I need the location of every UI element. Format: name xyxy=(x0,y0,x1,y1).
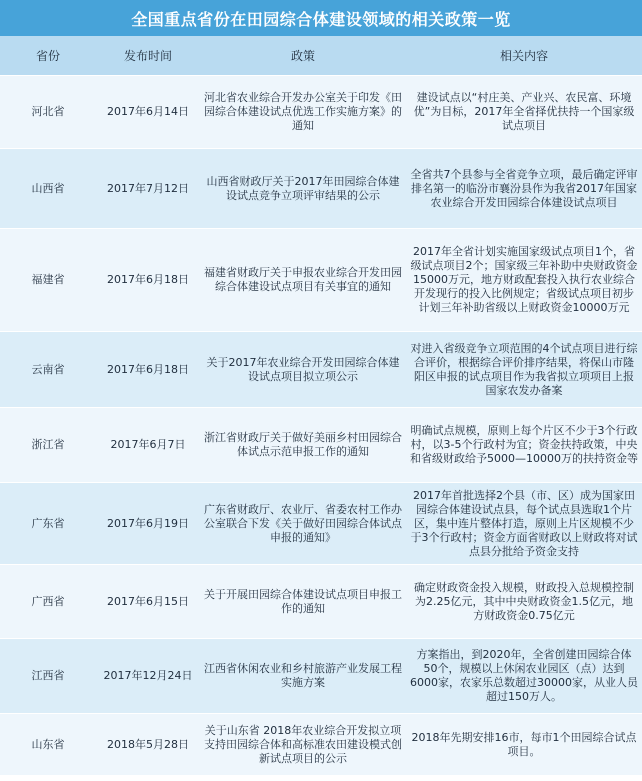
province-cell: 云南省 xyxy=(0,332,96,408)
policy-cell: 福建省财政厅关于申报农业综合开发田园综合体建设试点项目有关事宜的通知 xyxy=(200,229,406,332)
table-row xyxy=(0,149,642,229)
policy-cell: 河北省农业综合开发办公室关于印发《田园综合体建设试点优选工作实施方案》的通知 xyxy=(200,76,406,149)
province-cell: 福建省 xyxy=(0,229,96,332)
table-row xyxy=(0,229,642,332)
content-cell: 方案指出，到2020年，全省创建田园综合体50个，规模以上休闲农业园区（点）达到6000家，农家乐总数超过30000家，从业人员超过150万人。 xyxy=(406,639,642,714)
date-cell: 2018年5月28日 xyxy=(96,714,200,776)
date-cell: 2017年6月15日 xyxy=(96,565,200,639)
table-row xyxy=(0,408,642,483)
header-row xyxy=(0,36,642,76)
content-cell: 建设试点以“村庄美、产业兴、农民富、环境优”为目标，2017年全省择优扶持一个国家级试点项目 xyxy=(406,76,642,149)
province-cell: 江西省 xyxy=(0,639,96,714)
content-cell: 对进入省级竞争立项范围的4个试点项目进行综合评价，根据综合评价排序结果，将保山市隆阳区申报的试点项目作为我省拟立项项目上报国家农发办备案 xyxy=(406,332,642,408)
table-row xyxy=(0,76,642,149)
content-cell: 2018年先期安排16市，每市1个田园综合试点项目。 xyxy=(406,714,642,776)
content-cell: 全省共7个县参与全省竞争立项，最后确定评审排名第一的临汾市襄汾县作为我省2017年国家农业综合开发田园综合体建设试点项目 xyxy=(406,149,642,229)
table-row xyxy=(0,483,642,565)
date-cell: 2017年6月19日 xyxy=(96,483,200,565)
table-row xyxy=(0,332,642,408)
policy-cell: 关于山东省 2018年农业综合开发拟立项支持田园综合体和高标准农田建设模式创新试点项目的公示 xyxy=(200,714,406,776)
column-header-policy: 政策 xyxy=(200,36,406,76)
date-cell: 2017年6月18日 xyxy=(96,332,200,408)
date-cell: 2017年6月14日 xyxy=(96,76,200,149)
table-title: 全国重点省份在田园综合体建设领域的相关政策一览 xyxy=(0,0,642,36)
province-cell: 广东省 xyxy=(0,483,96,565)
content-cell: 2017年全省计划实施国家级试点项目1个，省级试点项目2个；国家级三年补助中央财政资金15000万元，地方财政配套投入执行农业综合开发现行的投入比例规定；省级试点项目初步计划三年补助省级以上财政资金10000万元 xyxy=(406,229,642,332)
table-row xyxy=(0,639,642,714)
province-cell: 山东省 xyxy=(0,714,96,776)
table-row xyxy=(0,714,642,776)
column-header-province: 省份 xyxy=(0,36,96,76)
province-cell: 山西省 xyxy=(0,149,96,229)
column-header-content: 相关内容 xyxy=(406,36,642,76)
content-cell: 2017年首批选择2个县（市、区）成为国家田园综合体建设试点县，每个试点县选取1个片区，集中连片整体打造，原则上片区规模不少于3个行政村；资金方面省财政以上财政将对试点县分批给予资金支持 xyxy=(406,483,642,565)
policy-cell: 浙江省财政厅关于做好美丽乡村田园综合体试点示范申报工作的通知 xyxy=(200,408,406,483)
date-cell: 2017年6月18日 xyxy=(96,229,200,332)
policy-cell: 广东省财政厅、农业厅、省委农村工作办公室联合下发《关于做好田园综合体试点申报的通知》 xyxy=(200,483,406,565)
content-cell: 确定财政资金投入规模，财政投入总规模控制为2.25亿元，其中中央财政资金1.5亿元，地方财政资金0.75亿元 xyxy=(406,565,642,639)
province-cell: 浙江省 xyxy=(0,408,96,483)
policy-cell: 关于开展田园综合体建设试点项目申报工作的通知 xyxy=(200,565,406,639)
policy-cell: 江西省休闲农业和乡村旅游产业发展工程实施方案 xyxy=(200,639,406,714)
table-row xyxy=(0,565,642,639)
province-cell: 河北省 xyxy=(0,76,96,149)
policy-cell: 山西省财政厅关于2017年田园综合体建设试点竞争立项评审结果的公示 xyxy=(200,149,406,229)
province-cell: 广西省 xyxy=(0,565,96,639)
column-header-date: 发布时间 xyxy=(96,36,200,76)
date-cell: 2017年12月24日 xyxy=(96,639,200,714)
date-cell: 2017年7月12日 xyxy=(96,149,200,229)
policy-table xyxy=(0,36,642,776)
policy-cell: 关于2017年农业综合开发田园综合体建设试点项目拟立项公示 xyxy=(200,332,406,408)
content-cell: 明确试点规模，原则上每个片区不少于3个行政村，以3-5个行政村为宜；资金扶持政策，中央和省级财政给予5000—10000万的扶持资金等 xyxy=(406,408,642,483)
date-cell: 2017年6月7日 xyxy=(96,408,200,483)
